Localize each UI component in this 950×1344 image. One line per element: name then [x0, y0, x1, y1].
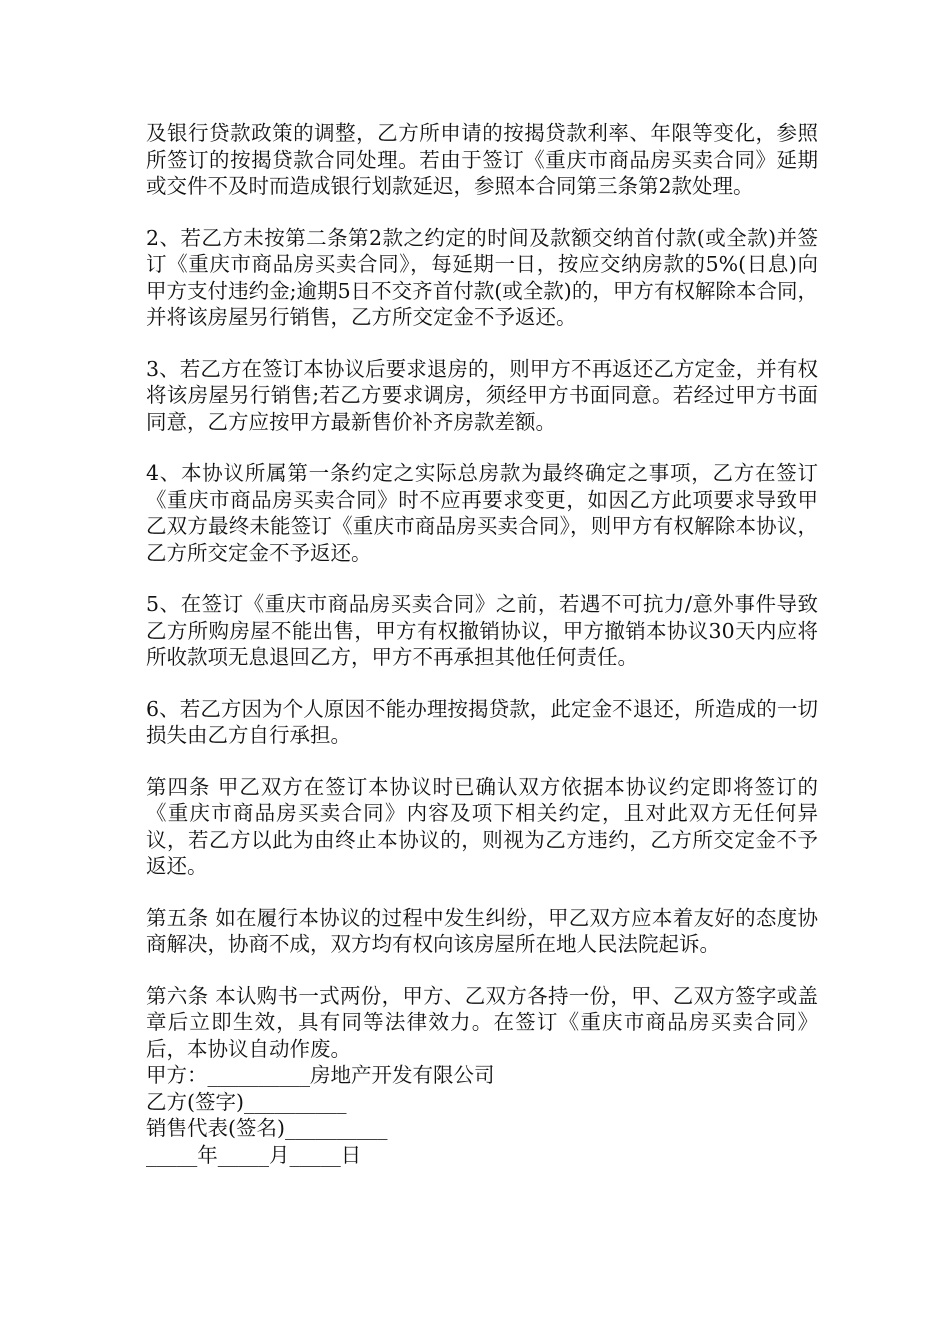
paragraph-loan-policy: 及银行贷款政策的调整，乙方所申请的按揭贷款利率、年限等变化，参照所签订的按揭贷款合同处理。若由于签订《重庆市商品房买卖合同》延期或交件不及时而造成银行划款延迟，参照本合同第三条第2款处理。 [146, 121, 818, 198]
party-a-signature-line: 甲方：__________房地产开发有限公司 [146, 1063, 495, 1087]
paragraph-article-6: 第六条 本认购书一式两份，甲方、乙双方各持一份，甲、乙双方签字或盖章后立即生效，具有同等法律效力。在签订《重庆市商品房买卖合同》后，本协议自动作废。 [146, 983, 818, 1061]
paragraph-clause-3: 3、若乙方在签订本协议后要求退房的，则甲方不再返还乙方定金，并有权将该房屋另行销售;若乙方要求调房，须经甲方书面同意。若经过甲方书面同意，乙方应按甲方最新售价补齐房款差额。 [146, 356, 818, 434]
sales-rep-signature-line: 销售代表(签名)__________ [146, 1116, 388, 1140]
signature-block [146, 1062, 818, 1168]
paragraph-clause-4: 4、本协议所属第一条约定之实际总房款为最终确定之事项，乙方在签订《重庆市商品房买卖合同》时不应再要求变更，如因乙方此项要求导致甲乙双方最终未能签订《重庆市商品房买卖合同》，则甲方有权解除本协议，乙方所交定金不予返还。 [146, 461, 818, 565]
paragraph-article-4: 第四条 甲乙双方在签订本协议时已确认双方依据本协议约定即将签订的《重庆市商品房买卖合同》内容及项下相关约定，且对此双方无任何异议，若乙方以此为由终止本协议的，则视为乙方违约，乙方所交定金不予返还。 [146, 774, 818, 878]
date-line: _____年_____月_____日 [146, 1142, 362, 1167]
party-b-signature-line: 乙方(签字)__________ [146, 1089, 347, 1114]
paragraph-article-5: 第五条 如在履行本协议的过程中发生纠纷，甲乙双方应本着友好的态度协商解决，协商不成，双方均有权向该房屋所在地人民法院起诉。 [146, 905, 818, 956]
paragraph-clause-6: 6、若乙方因为个人原因不能办理按揭贷款，此定金不退还，所造成的一切损失由乙方自行承担。 [146, 696, 818, 747]
paragraph-clause-5: 5、在签订《重庆市商品房买卖合同》之前，若遇不可抗力/意外事件导致乙方所购房屋不能出售，甲方有权撤销协议，甲方撤销本协议30天内应将所收款项无息退回乙方，甲方不再承担其他任何责任。 [146, 592, 818, 669]
paragraph-clause-2: 2、若乙方未按第二条第2款之约定的时间及款额交纳首付款(或全款)并签订《重庆市商品房买卖合同》，每延期一日，按应交纳房款的5%(日息)向甲方支付违约金;逾期5日不交齐首付款(或全款)的，甲方有权解除本合同，并将该房屋另行销售，乙方所交定金不予返还。 [146, 225, 818, 329]
document-page [146, 120, 818, 1168]
